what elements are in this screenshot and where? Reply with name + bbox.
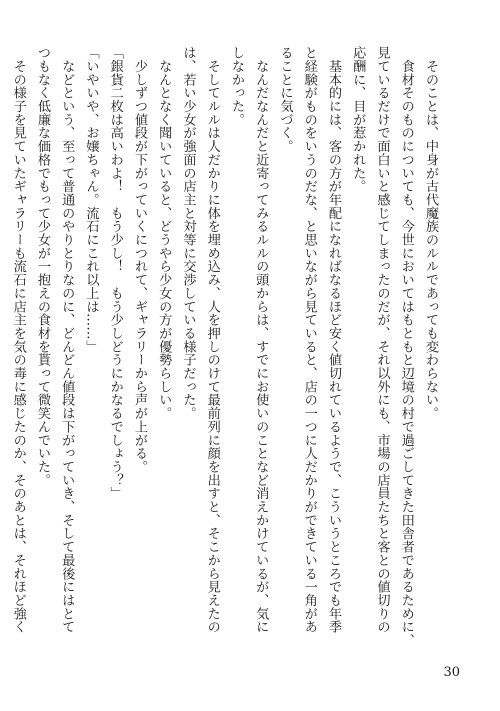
text-line: なんとなく聞いていると、どうやら少女の方が優勢らしい。 (156, 46, 172, 420)
text-line: と経験がものをいうのだな、と思いながら見ていると、店の一つに人だかりができている一角があ (301, 46, 317, 634)
text-line: 応酬に、目が惹かれた。 (350, 46, 366, 193)
text-line: 食材そのものについても、今世においてはもともと辺境の村で過ごしてきた田舎者であるために、 (398, 46, 414, 647)
text-line: なんだなんだと近寄ってみるルルの頭からは、すでにお使いのことなど消えかけているが、気に (253, 46, 269, 634)
page-number: 30 (443, 665, 460, 680)
text-line: その様子を見ていたギャラリーも流石に店主を気の毒に感じたのか、そのあとは、それほど強く (10, 46, 26, 634)
text-line: 見ているだけで面白いと感じてしまったのだが、それ以外にも、市場の店員たちと客との値切りの (374, 46, 390, 634)
vertical-text-block (6, 46, 443, 647)
text-line: などという、至って普通のやりとりなのに、どんどん値段は下がっていき、そして最後にはとて (59, 46, 75, 634)
text-line: しなかった。 (229, 46, 244, 127)
text-line: 少しずつ値段が下がっていくにつれて、ギャラリーから声が上がる。 (132, 46, 147, 474)
text-line: つもなく低廉な価格でもって少女が一抱えの食材を貰って微笑んでいた。 (35, 46, 50, 487)
text-line: ることに気づく。 (277, 46, 293, 153)
text-line: 基本的には、客の方が年配になればなるほど安く値切れているようで、こういうところでも年季 (326, 46, 341, 634)
text-line: 「銀貨二枚は高いわよ！ もう少し！ もう少しどうにかなるでしょう？」 (107, 46, 123, 500)
text-line: そのことは、中身が古代魔族のルルであっても変わらない。 (423, 46, 438, 420)
text-line: は、若い少女が強面の店主と対等に交渉している様子だった。 (180, 46, 196, 420)
text-line: 「いやいや、お嬢ちゃん。流石にこれ以上は……」 (83, 46, 99, 354)
text-line: そしてルルは人だかりに体を埋め込み、人を押しのけて最前列に顔を出すと、そこから見えたの (204, 46, 220, 634)
